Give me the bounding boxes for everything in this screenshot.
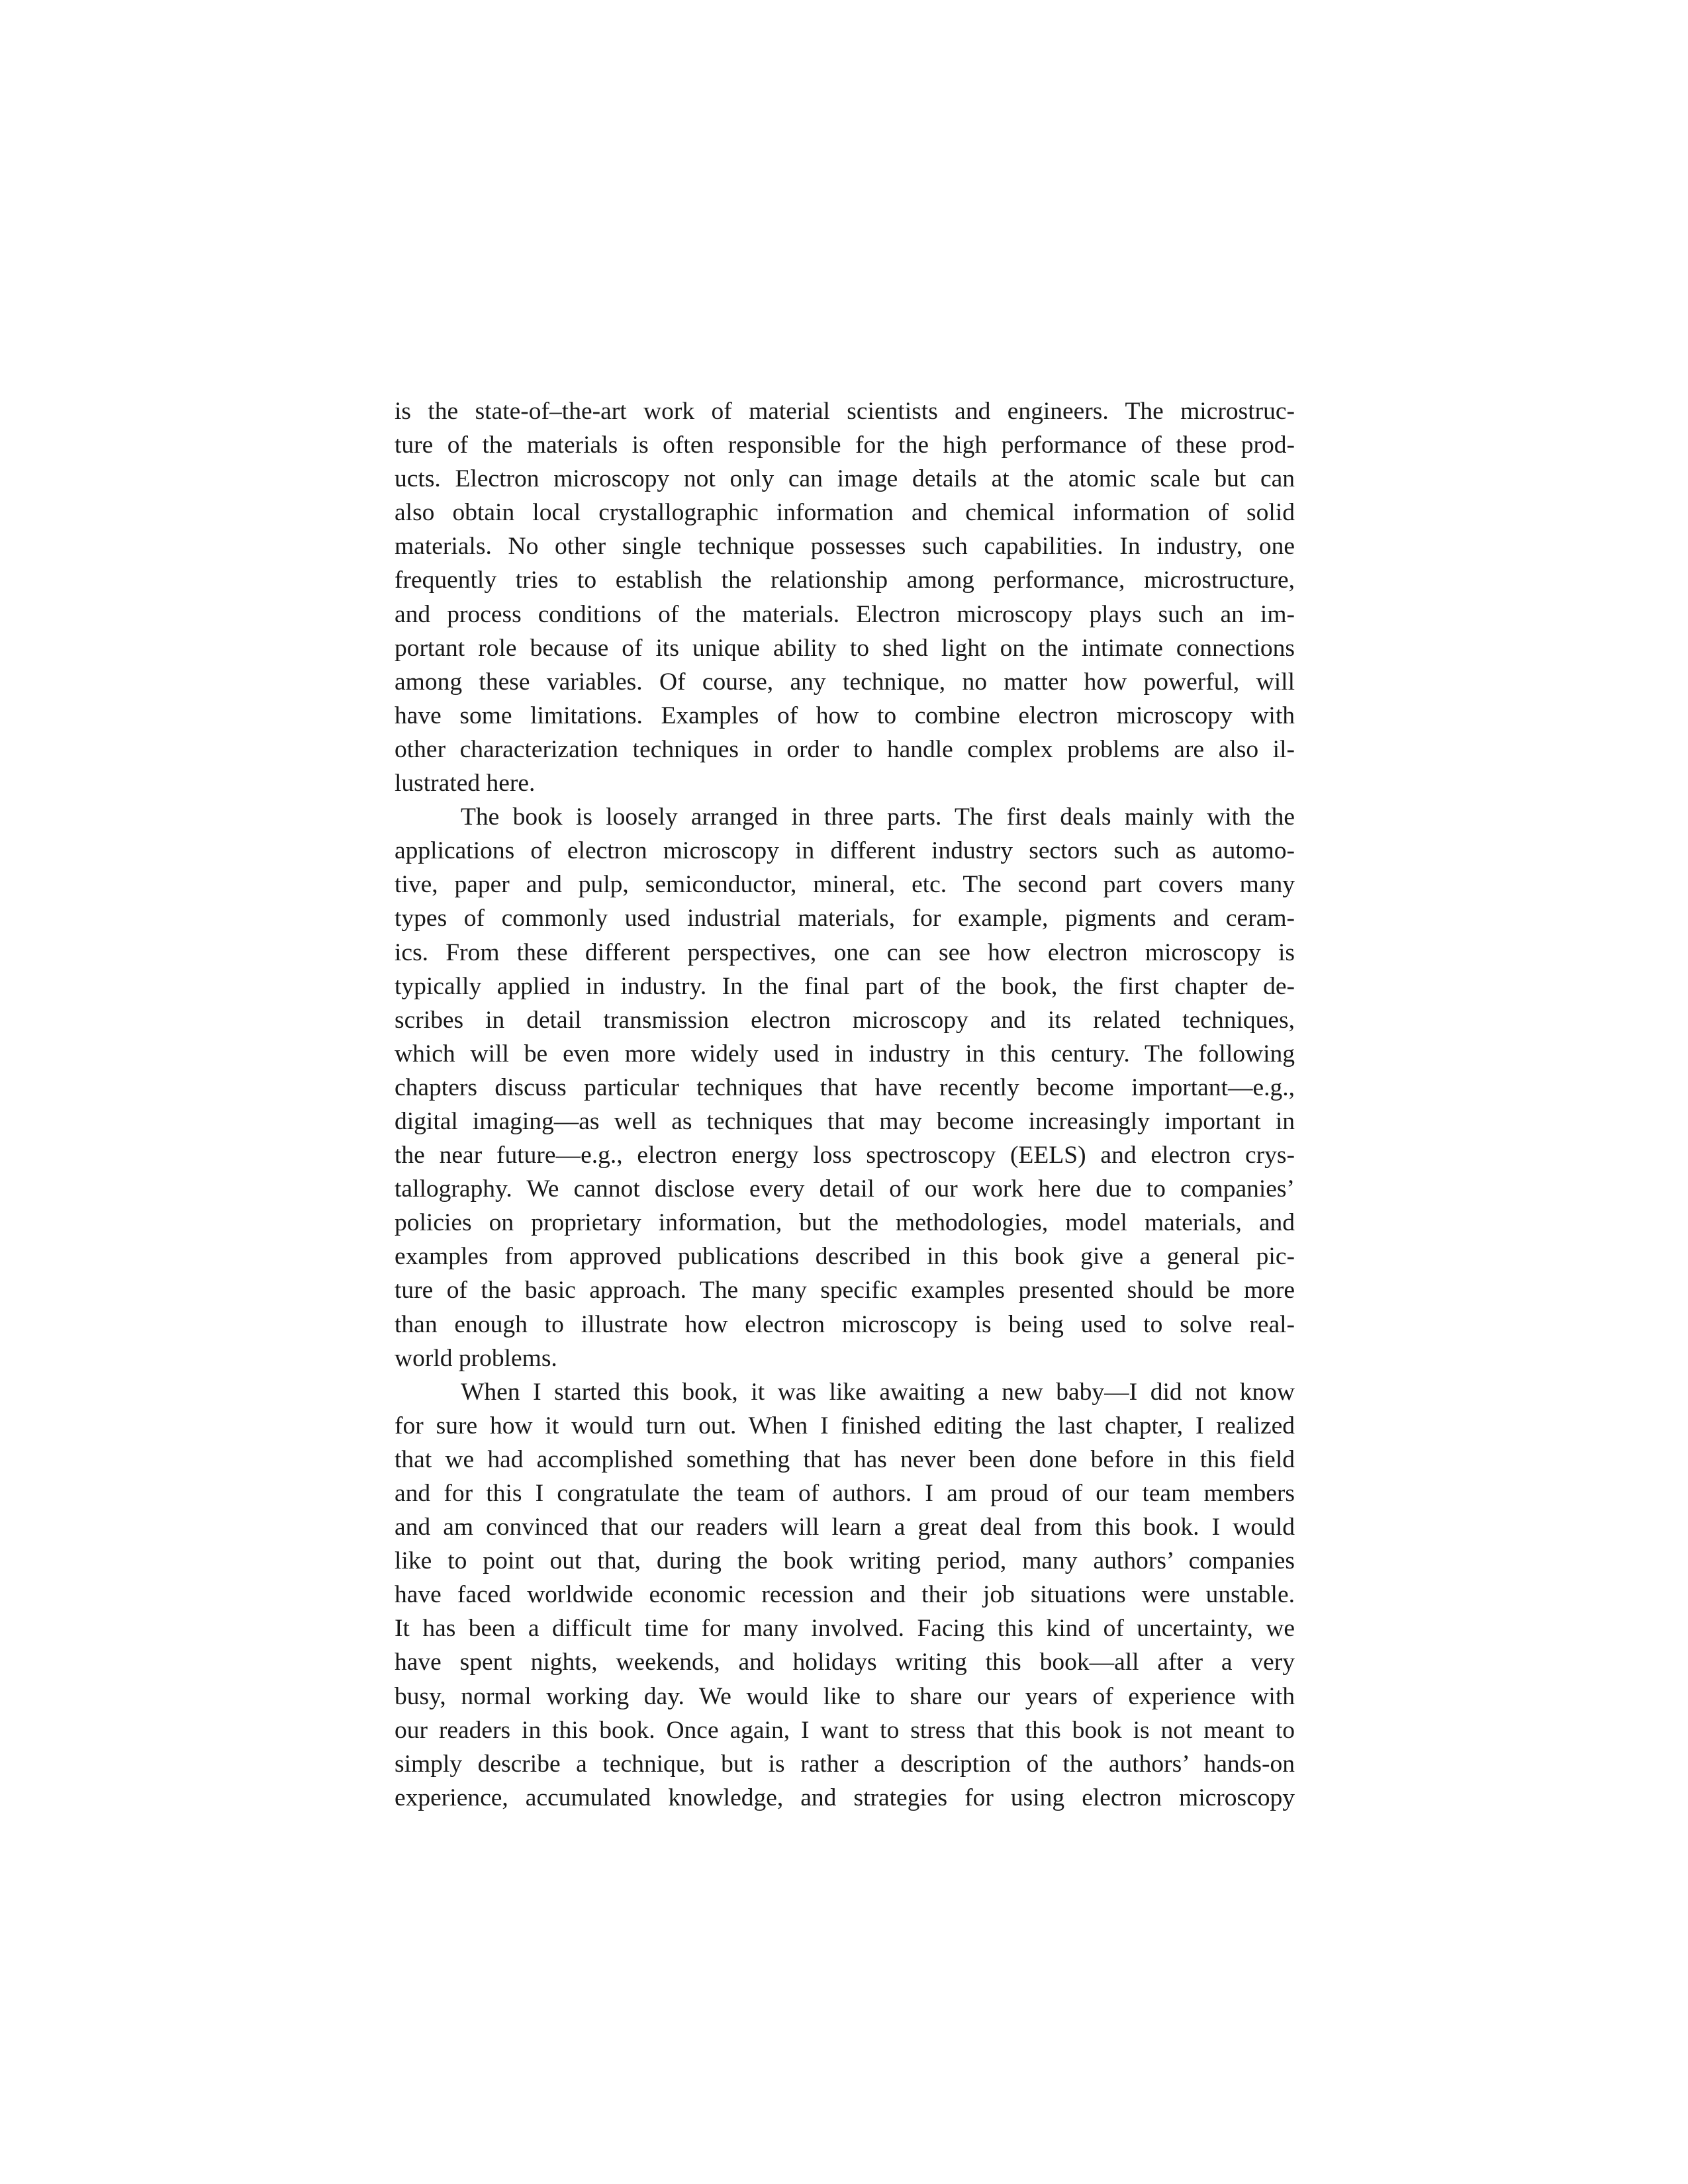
text-line: typically applied in industry. In the final part of the book, the first chapter de-: [395, 972, 1295, 1000]
text-line: and for this I congratulate the team of authors. I am proud of our team members: [395, 1480, 1295, 1507]
text-line: materials. No other single technique possesses such capabilities. In industry, one: [395, 533, 1295, 561]
text-line: among these variables. Of course, any technique, no matter how powerful, will: [395, 668, 1295, 696]
text-line: have some limitations. Examples of how to combine electron microscopy with: [395, 702, 1295, 729]
text-line: It has been a difficult time for many involved. Facing this kind of uncertainty, we: [395, 1615, 1295, 1643]
text-line: ucts. Electron microscopy not only can image details at the atomic scale but can: [395, 465, 1295, 493]
text-line: examples from approved publications described in this book give a general pic-: [395, 1243, 1295, 1271]
text-line: When I started this book, it was like awaiting a new baby—I did not know: [461, 1378, 1295, 1406]
text-line: ture of the basic approach. The many specific examples presented should be more: [395, 1277, 1295, 1304]
text-line: lustrated here.: [395, 770, 536, 797]
text-line: frequently tries to establish the relationship among performance, microstructure,: [395, 567, 1295, 594]
text-line: tive, paper and pulp, semiconductor, mineral, etc. The second part covers many: [395, 871, 1295, 899]
text-line: other characterization techniques in order to handle complex problems are also il-: [395, 735, 1295, 763]
text-line: ture of the materials is often responsible for the high performance of these prod-: [395, 432, 1295, 459]
text-line: digital imaging—as well as techniques that may become increasingly important in: [395, 1107, 1295, 1135]
text-line: and am convinced that our readers will learn a great deal from this book. I would: [395, 1514, 1295, 1541]
text-line: scribes in detail transmission electron microscopy and its related techniques,: [395, 1006, 1295, 1034]
paragraph-2: [395, 800, 1295, 1375]
text-line: is the state-of–the-art work of material scientists and engineers. The microstruc-: [395, 398, 1295, 425]
text-line: that we had accomplished something that has never been done before in this field: [395, 1445, 1295, 1473]
body-text: [395, 394, 1295, 1815]
paragraph-3: [395, 1375, 1295, 1815]
text-line: ics. From these different perspectives, one can see how electron microscopy is: [395, 938, 1295, 966]
text-line: policies on proprietary information, but the methodologies, model materials, and: [395, 1209, 1295, 1237]
text-line: types of commonly used industrial materials, for example, pigments and ceram-: [395, 905, 1295, 933]
text-line: for sure how it would turn out. When I finished editing the last chapter, I realized: [395, 1412, 1295, 1439]
text-line: than enough to illustrate how electron microscopy is being used to solve real-: [395, 1310, 1295, 1338]
text-line: the near future—e.g., electron energy loss spectroscopy (EELS) and electron crys-: [395, 1142, 1295, 1169]
text-line: portant role because of its unique ability to shed light on the intimate connections: [395, 634, 1295, 662]
text-line: simply describe a technique, but is rather a description of the authors’ hands-on: [395, 1750, 1295, 1778]
text-line: like to point out that, during the book writing period, many authors’ companies: [395, 1547, 1295, 1575]
paragraph-1: [395, 394, 1295, 800]
text-line: and process conditions of the materials. Electron microscopy plays such an im-: [395, 600, 1295, 628]
text-line: which will be even more widely used in industry in this century. The following: [395, 1040, 1295, 1068]
text-line: busy, normal working day. We would like to share our years of experience with: [395, 1682, 1295, 1710]
text-line: tallography. We cannot disclose every detail of our work here due to companies’: [395, 1175, 1295, 1203]
text-line: our readers in this book. Once again, I want to stress that this book is not meant to: [395, 1716, 1295, 1744]
text-line: applications of electron microscopy in different industry sectors such as automo-: [395, 837, 1295, 865]
text-line: have faced worldwide economic recession and their job situations were unstable.: [395, 1581, 1295, 1609]
text-line: chapters discuss particular techniques that have recently become important—e.g.,: [395, 1073, 1295, 1101]
text-line: have spent nights, weekends, and holidays writing this book—all after a very: [395, 1649, 1295, 1676]
text-line: world problems.: [395, 1344, 557, 1372]
text-line: The book is loosely arranged in three parts. The first deals mainly with the: [461, 803, 1295, 831]
text-line: experience, accumulated knowledge, and strategies for using electron microscopy: [395, 1784, 1295, 1811]
text-line: also obtain local crystallographic information and chemical information of solid: [395, 499, 1295, 527]
